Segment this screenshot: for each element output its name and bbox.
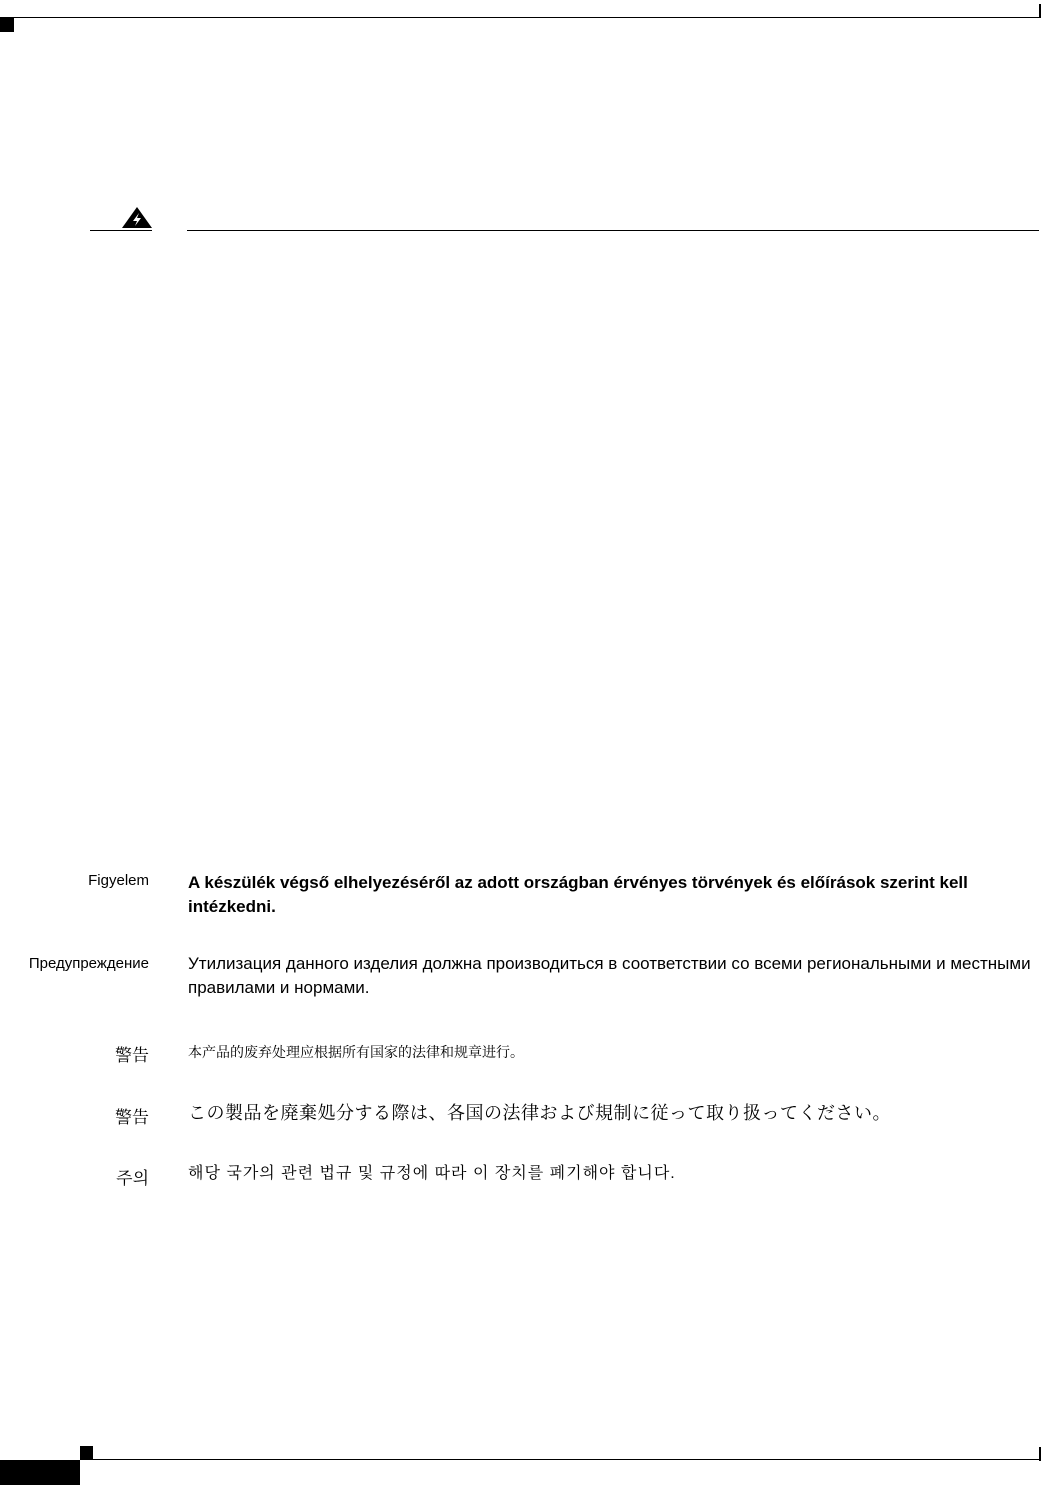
warning-triangle-icon: [120, 205, 154, 229]
warning-label-chinese: 警告: [115, 1046, 149, 1065]
warning-text-russian: Утилизация данного изделия должна производиться в соответствии со всеми региональными и местными правилами и нормами.: [188, 954, 1031, 997]
warning-icon-underline: [90, 230, 152, 231]
header-corner-square: [0, 18, 14, 32]
warning-label-russian: Предупреждение: [28, 955, 149, 972]
warning-label-hungarian: Figyelem: [88, 872, 149, 889]
footer-page-tab: [0, 1460, 80, 1485]
warning-text-hungarian: A készülék végső elhelyezéséről az adott országban érvényes törvények és előírások szerint kell intézkedni.: [188, 873, 968, 916]
warning-text-korean: 해당 국가의 관련 법규 및 규정에 따라 이 장치를 폐기해야 합니다.: [188, 1165, 676, 1182]
header-rule: [0, 17, 1040, 18]
header-corner-tick: [1039, 4, 1041, 18]
warning-text-japanese: この製品を廃棄処分する際は、各国の法律および規制に従って取り扱ってください。: [188, 1103, 891, 1123]
warning-label-japanese: 警告: [115, 1108, 149, 1127]
footer-corner-tick: [1039, 1447, 1041, 1461]
warning-text-chinese: 本产品的废弃处理应根据所有国家的法律和规章进行。: [188, 1044, 524, 1060]
warning-label-korean: 주의: [116, 1169, 149, 1188]
footer-corner-square: [80, 1446, 93, 1459]
warning-rule: [187, 230, 1039, 231]
footer-rule: [80, 1459, 1040, 1460]
